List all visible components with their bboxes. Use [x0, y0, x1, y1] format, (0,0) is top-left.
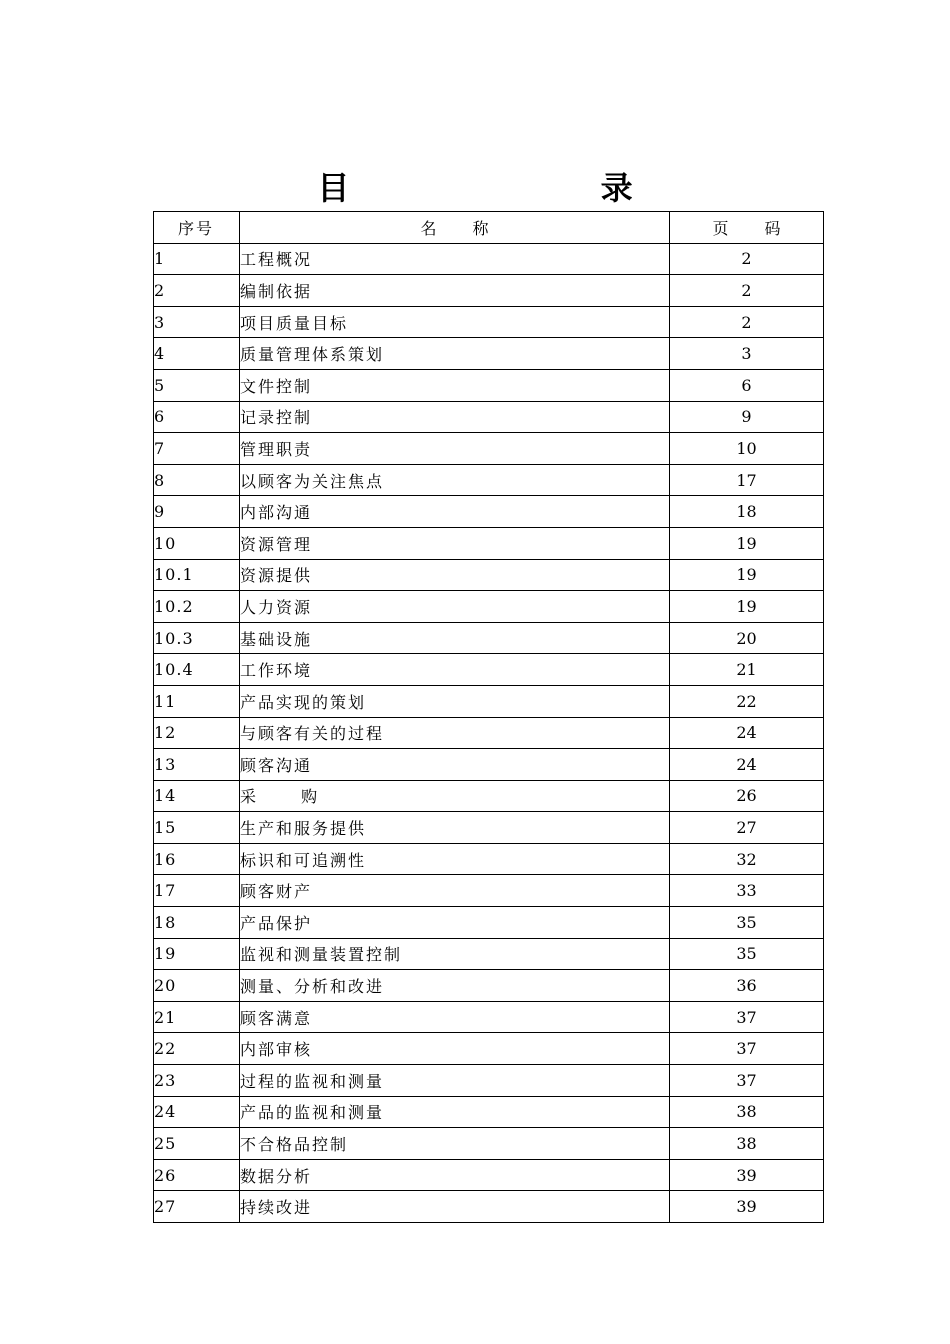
row-number: 25 — [154, 1128, 240, 1160]
row-page: 38 — [670, 1128, 824, 1160]
table-row — [154, 1159, 824, 1191]
row-page: 19 — [670, 527, 824, 559]
row-name: 标识和可追溯性 — [240, 843, 670, 875]
table-row — [154, 1001, 824, 1033]
row-name: 工作环境 — [240, 654, 670, 686]
row-number: 10.3 — [154, 622, 240, 654]
row-number: 10.2 — [154, 591, 240, 623]
row-number: 10.4 — [154, 654, 240, 686]
row-name: 不合格品控制 — [240, 1128, 670, 1160]
row-number: 10 — [154, 527, 240, 559]
row-name: 基础设施 — [240, 622, 670, 654]
row-number: 14 — [154, 780, 240, 812]
row-number: 15 — [154, 812, 240, 844]
row-page: 36 — [670, 970, 824, 1002]
row-number: 6 — [154, 401, 240, 433]
row-name: 过程的监视和测量 — [240, 1065, 670, 1097]
row-number: 9 — [154, 496, 240, 528]
row-name: 产品的监视和测量 — [240, 1096, 670, 1128]
row-number: 24 — [154, 1096, 240, 1128]
table-row — [154, 843, 824, 875]
table-row — [154, 1065, 824, 1097]
row-name: 以顾客为关注焦点 — [240, 464, 670, 496]
row-name: 管理职责 — [240, 433, 670, 465]
row-number: 4 — [154, 338, 240, 370]
row-name: 数据分析 — [240, 1159, 670, 1191]
row-number: 18 — [154, 907, 240, 939]
row-number: 19 — [154, 938, 240, 970]
table-row — [154, 938, 824, 970]
row-page: 6 — [670, 369, 824, 401]
row-page: 22 — [670, 685, 824, 717]
row-page: 37 — [670, 1001, 824, 1033]
row-name: 监视和测量装置控制 — [240, 938, 670, 970]
row-page: 26 — [670, 780, 824, 812]
row-name: 顾客财产 — [240, 875, 670, 907]
row-page: 2 — [670, 243, 824, 275]
row-page: 19 — [670, 559, 824, 591]
row-number: 22 — [154, 1033, 240, 1065]
table-row — [154, 812, 824, 844]
table-row — [154, 401, 824, 433]
row-number: 10.1 — [154, 559, 240, 591]
table-row — [154, 654, 824, 686]
header-number: 序号 — [154, 212, 240, 244]
table-row — [154, 907, 824, 939]
table-row — [154, 338, 824, 370]
row-number: 26 — [154, 1159, 240, 1191]
row-name: 资源管理 — [240, 527, 670, 559]
row-name: 人力资源 — [240, 591, 670, 623]
table-row — [154, 591, 824, 623]
row-page: 19 — [670, 591, 824, 623]
row-page: 24 — [670, 749, 824, 781]
row-page: 9 — [670, 401, 824, 433]
table-row — [154, 780, 824, 812]
table-row — [154, 1033, 824, 1065]
table-row — [154, 622, 824, 654]
row-page: 2 — [670, 275, 824, 307]
row-name: 顾客满意 — [240, 1001, 670, 1033]
row-name: 记录控制 — [240, 401, 670, 433]
row-page: 33 — [670, 875, 824, 907]
toc-table — [153, 211, 824, 1223]
table-row — [154, 1128, 824, 1160]
table-row — [154, 717, 824, 749]
row-page: 17 — [670, 464, 824, 496]
row-name: 工程概况 — [240, 243, 670, 275]
table-row — [154, 1096, 824, 1128]
row-name: 编制依据 — [240, 275, 670, 307]
row-name: 项目质量目标 — [240, 306, 670, 338]
row-page: 35 — [670, 907, 824, 939]
row-name: 内部沟通 — [240, 496, 670, 528]
row-number: 12 — [154, 717, 240, 749]
row-name: 与顾客有关的过程 — [240, 717, 670, 749]
row-name: 文件控制 — [240, 369, 670, 401]
row-page: 35 — [670, 938, 824, 970]
table-header-row — [154, 212, 824, 244]
page-title: 目 录 — [317, 169, 753, 207]
table-row — [154, 875, 824, 907]
table-row — [154, 685, 824, 717]
table-row — [154, 527, 824, 559]
row-page: 32 — [670, 843, 824, 875]
table-row — [154, 306, 824, 338]
row-number: 7 — [154, 433, 240, 465]
row-page: 3 — [670, 338, 824, 370]
row-page: 39 — [670, 1159, 824, 1191]
table-row — [154, 496, 824, 528]
row-number: 11 — [154, 685, 240, 717]
row-name: 资源提供 — [240, 559, 670, 591]
row-number: 27 — [154, 1191, 240, 1223]
row-name: 持续改进 — [240, 1191, 670, 1223]
row-number: 13 — [154, 749, 240, 781]
table-row — [154, 749, 824, 781]
row-number: 23 — [154, 1065, 240, 1097]
table-row — [154, 275, 824, 307]
toc-body — [154, 212, 824, 1223]
header-name: 名称 — [240, 212, 670, 244]
header-page: 页码 — [670, 212, 824, 244]
row-number: 5 — [154, 369, 240, 401]
row-name: 测量、分析和改进 — [240, 970, 670, 1002]
row-page: 39 — [670, 1191, 824, 1223]
row-number: 2 — [154, 275, 240, 307]
row-number: 3 — [154, 306, 240, 338]
row-name: 生产和服务提供 — [240, 812, 670, 844]
row-name: 产品实现的策划 — [240, 685, 670, 717]
row-name: 质量管理体系策划 — [240, 338, 670, 370]
row-name: 内部审核 — [240, 1033, 670, 1065]
row-page: 24 — [670, 717, 824, 749]
row-number: 16 — [154, 843, 240, 875]
row-page: 2 — [670, 306, 824, 338]
table-row — [154, 464, 824, 496]
row-number: 21 — [154, 1001, 240, 1033]
table-row — [154, 433, 824, 465]
row-number: 17 — [154, 875, 240, 907]
row-name: 产品保护 — [240, 907, 670, 939]
row-page: 38 — [670, 1096, 824, 1128]
table-row — [154, 970, 824, 1002]
row-page: 10 — [670, 433, 824, 465]
table-row — [154, 369, 824, 401]
table-row — [154, 559, 824, 591]
row-number: 20 — [154, 970, 240, 1002]
row-page: 18 — [670, 496, 824, 528]
table-row — [154, 1191, 824, 1223]
row-name: 采 购 — [240, 780, 670, 812]
row-page: 21 — [670, 654, 824, 686]
row-page: 37 — [670, 1065, 824, 1097]
row-number: 8 — [154, 464, 240, 496]
row-page: 27 — [670, 812, 824, 844]
table-row — [154, 243, 824, 275]
row-number: 1 — [154, 243, 240, 275]
row-page: 37 — [670, 1033, 824, 1065]
row-name: 顾客沟通 — [240, 749, 670, 781]
row-page: 20 — [670, 622, 824, 654]
